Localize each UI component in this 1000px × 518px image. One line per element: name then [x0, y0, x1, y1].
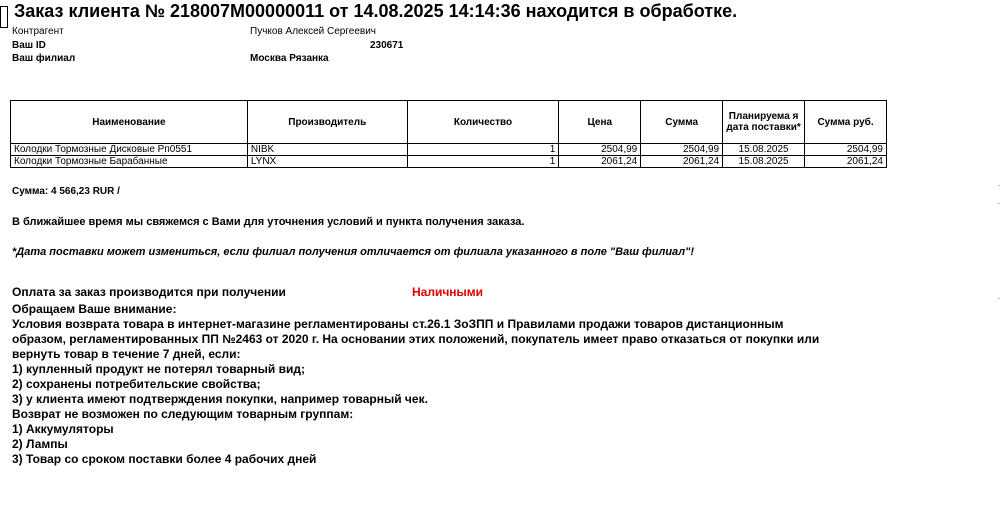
cell-price: 2061,24	[559, 156, 641, 168]
cell-manufacturer: LYNX	[247, 156, 407, 168]
notice-line: Возврат не возможен по следующим товарным группам:	[12, 407, 354, 421]
order-items-table	[10, 100, 887, 168]
notice-line: 1) Аккумуляторы	[12, 422, 114, 436]
notice-block	[12, 302, 819, 467]
page-title: Заказ клиента № 218007M00000011 от 14.08.2025 14:14:36 находится в обработке.	[14, 1, 738, 21]
cell-price: 2504,99	[559, 144, 641, 156]
notice-line: 2) Лампы	[12, 437, 68, 451]
col-header-price: Цена	[559, 101, 641, 144]
col-header-quantity: Количество	[407, 101, 559, 144]
table-row	[11, 156, 887, 168]
order-total: Сумма: 4 566,23 RUR /	[12, 186, 120, 197]
notice-line: 1) купленный продукт не потерял товарный вид;	[12, 362, 305, 376]
notice-line: образом, регламентированных ПП №2463 от 2020 г. На основании этих положений, покупатель имеет право отказаться от покупки или	[12, 332, 820, 346]
table-header-row	[11, 101, 887, 144]
cell-sum: 2061,24	[641, 156, 723, 168]
cell-sum-rub: 2061,24	[805, 156, 887, 168]
payment-method: Наличными	[412, 285, 484, 299]
id-label: Ваш ID	[12, 40, 46, 51]
contact-note: В ближайшее время мы свяжемся с Вами для уточнения условий и пункта получения заказа.	[12, 216, 525, 228]
cell-sum: 2504,99	[641, 144, 723, 156]
col-header-manufacturer: Производитель	[247, 101, 407, 144]
branch-label: Ваш филиал	[12, 53, 76, 64]
contractor-label: Контрагент	[12, 26, 64, 37]
cell-delivery-date: 15.08.2025	[723, 144, 805, 156]
col-header-sum: Сумма	[641, 101, 723, 144]
col-header-sum-rub: Сумма руб.	[805, 101, 887, 144]
cell-sum-rub: 2504,99	[805, 144, 887, 156]
cell-quantity: 1	[407, 156, 559, 168]
cell-manufacturer: NIBK	[247, 144, 407, 156]
cell-quantity: 1	[407, 144, 559, 156]
notice-line: вернуть товар в течение 7 дней, если:	[12, 347, 241, 361]
table-row	[11, 144, 887, 156]
col-header-delivery-date: Планируема я дата поставки*	[723, 101, 805, 144]
contractor-value: Пучков Алексей Сергеевич	[250, 26, 377, 37]
notice-line: Условия возврата товара в интернет-магазине регламентированы ст.26.1 ЗоЗПП и Правилами продажи товаров дистанционным	[12, 317, 784, 331]
payment-label: Оплата за заказ производится при получении	[12, 285, 286, 299]
notice-line: 2) сохранены потребительские свойства;	[12, 377, 261, 391]
col-header-name: Наименование	[11, 101, 248, 144]
notice-heading: Обращаем Ваше внимание:	[12, 302, 177, 316]
id-value: 230671	[370, 40, 404, 51]
cell-name: Колодки Тормозные Барабанные	[11, 156, 248, 168]
title-marker	[0, 6, 8, 28]
notice-line: 3) Товар со сроком поставки более 4 рабочих дней	[12, 452, 317, 466]
cell-delivery-date: 15.08.2025	[723, 156, 805, 168]
branch-value: Москва Рязанка	[250, 53, 329, 64]
notice-line: 3) у клиента имеют подтверждения покупки, например товарный чек.	[12, 392, 428, 406]
cell-name: Колодки Тормозные Дисковые Рп0551	[11, 144, 248, 156]
delivery-note: *Дата поставки может измениться, если филиал получения отличается от филиала указанного в поле "Ваш филиал"!	[12, 246, 695, 258]
